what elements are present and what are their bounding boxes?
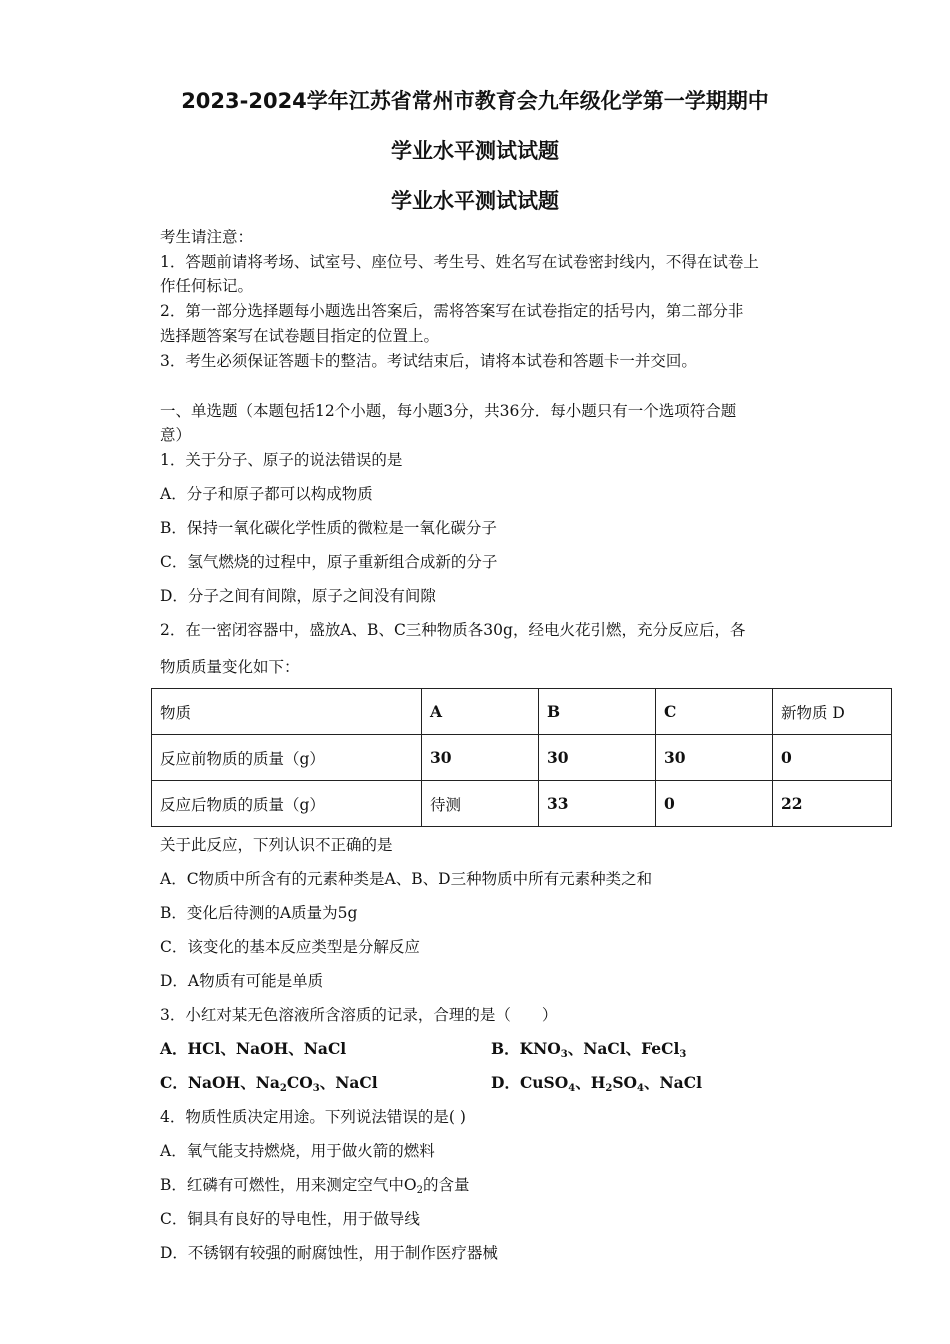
- q4-option-d: D．不锈钢有较强的耐腐蚀性，用于制作医疗器械: [160, 1244, 498, 1262]
- q2-question: 关于此反应，下列认识不正确的是: [160, 836, 393, 854]
- table-cell: 待测: [422, 781, 539, 827]
- exam-title-line3: 学业水平测试试题: [391, 189, 559, 213]
- table-cell: 33: [539, 781, 656, 827]
- notice-item-3: 3．考生必须保证答题卡的整洁。考试结束后，请将本试卷和答题卡一并交回。: [160, 352, 697, 370]
- table-cell: 0: [656, 781, 773, 827]
- q4-option-b: B．红磷有可燃性，用来测定空气中$O_2$的含量: [160, 1176, 470, 1196]
- q4-option-a: A．氧气能支持燃烧，用于做火箭的燃料: [160, 1142, 435, 1160]
- q2-stem-b: 物质质量变化如下：: [160, 658, 300, 676]
- q3-option-b: B．$KNO_3$、NaCl、FeCl$_3$: [491, 1039, 687, 1060]
- table-cell: 30: [656, 735, 773, 781]
- table-cell: 0: [773, 735, 892, 781]
- table-cell: A: [422, 689, 539, 735]
- table-cell: B: [539, 689, 656, 735]
- section-heading-b: 意）: [160, 426, 192, 444]
- mass-change-table: [151, 688, 892, 827]
- notice-item-1b: 作任何标记。: [160, 277, 254, 295]
- table-row: [152, 735, 892, 781]
- q2-option-b: B．变化后待测的A质量为5g: [160, 904, 358, 922]
- q2-stem-a: 2．在一密闭容器中，盛放A、B、C三种物质各30g，经电火花引燃，充分反应后，各: [160, 621, 746, 639]
- q2-option-a: A．C物质中所含有的元素种类是A、B、D三种物质中所有元素种类之和: [160, 870, 653, 888]
- q4-stem: 4．物质性质决定用途。下列说法错误的是( ): [160, 1108, 466, 1126]
- notice-item-2a: 2．第一部分选择题每小题选出答案后，需将答案写在试卷指定的括号内，第二部分非: [160, 302, 744, 320]
- q2-option-c: C．该变化的基本反应类型是分解反应: [160, 938, 420, 956]
- table-cell: 30: [539, 735, 656, 781]
- q3-option-d: D．CuSO$_4$、$H_2SO_4$、NaCl: [491, 1073, 702, 1094]
- table-row: [152, 781, 892, 827]
- table-row: [152, 689, 892, 735]
- table-cell: C: [656, 689, 773, 735]
- q2-option-d: D．A物质有可能是单质: [160, 972, 324, 990]
- q3-option-a: A．HCl、NaOH、NaCl: [160, 1039, 347, 1058]
- q3-option-c: C．NaOH、$Na_2CO_3$、NaCl: [160, 1073, 378, 1094]
- q1-stem: 1．关于分子、原子的说法错误的是: [160, 451, 403, 469]
- q1-option-b: B．保持一氧化碳化学性质的微粒是一氧化碳分子: [160, 519, 497, 537]
- q4-option-c: C．铜具有良好的导电性，用于做导线: [160, 1210, 420, 1228]
- exam-title-line2: 学业水平测试试题: [391, 139, 559, 163]
- table-cell: 反应前物质的质量（g）: [152, 735, 422, 781]
- q1-option-c: C．氢气燃烧的过程中，原子重新组合成新的分子: [160, 553, 498, 571]
- table-cell: 30: [422, 735, 539, 781]
- table-cell: 物质: [152, 689, 422, 735]
- q1-option-a: A．分子和原子都可以构成物质: [160, 485, 373, 503]
- exam-title-line1: 2023-2024学年江苏省常州市教育会九年级化学第一学期期中: [181, 89, 769, 113]
- q3-stem: 3．小红对某无色溶液所含溶质的记录，合理的是（ ）: [160, 1006, 558, 1024]
- notice-item-2b: 选择题答案写在试卷题目指定的位置上。: [160, 327, 440, 345]
- notice-heading: 考生请注意：: [160, 228, 254, 246]
- table-cell: 新物质 D: [773, 689, 892, 735]
- q1-option-d: D．分子之间有间隙，原子之间没有间隙: [160, 587, 436, 605]
- table-cell: 22: [773, 781, 892, 827]
- section-heading-a: 一、单选题（本题包括12个小题，每小题3分，共36分．每小题只有一个选项符合题: [160, 402, 737, 420]
- table-cell: 反应后物质的质量（g）: [152, 781, 422, 827]
- notice-item-1a: 1．答题前请将考场、试室号、座位号、考生号、姓名写在试卷密封线内，不得在试卷上: [160, 253, 759, 271]
